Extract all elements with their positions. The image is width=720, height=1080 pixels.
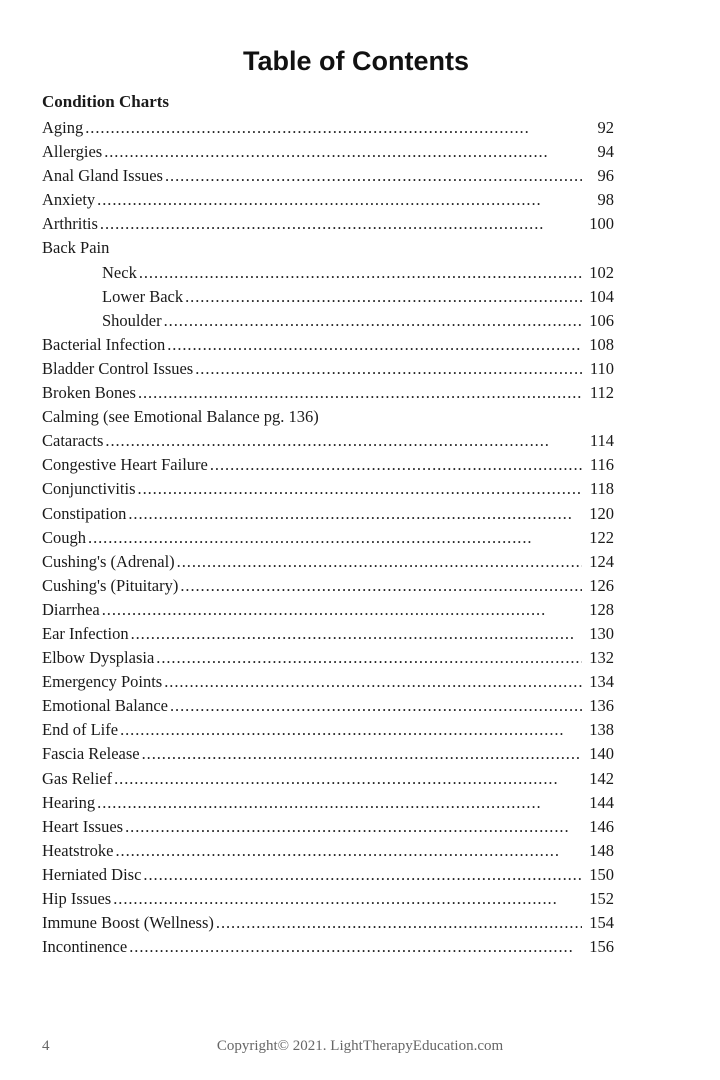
footer-copyright: Copyright© 2021. LightTherapyEducation.com — [216, 1038, 504, 1054]
toc-entry-page: 154 — [589, 913, 614, 933]
toc-entry — [42, 622, 614, 646]
toc-entry-label: Hip Issues — [42, 889, 112, 908]
toc-entry-label: Emotional Balance — [42, 696, 168, 716]
dot-leader — [143, 863, 582, 887]
dot-leader — [131, 622, 582, 646]
toc-entry — [42, 718, 614, 742]
toc-entry-page: 122 — [589, 527, 614, 547]
toc-entry-page: 108 — [589, 334, 614, 354]
toc-entry — [42, 429, 614, 453]
toc-entry — [42, 911, 614, 935]
toc-entry-label: Neck — [102, 262, 137, 282]
toc-entry-label: Arthritis — [42, 214, 98, 234]
dot-leader — [170, 694, 582, 718]
dot-leader — [100, 212, 582, 236]
toc-entry-page: 118 — [589, 479, 614, 499]
toc-entry-label: Cough — [42, 527, 87, 547]
dot-leader — [105, 429, 582, 453]
toc-entry — [42, 863, 614, 887]
dot-leader — [165, 164, 582, 188]
toc-entry — [42, 333, 614, 357]
toc-entry-label: Gas Relief — [42, 768, 113, 788]
toc-entry — [42, 526, 614, 550]
toc-entry — [42, 381, 614, 405]
toc-entry-page: 98 — [597, 190, 614, 210]
toc-entry — [42, 236, 614, 260]
section-heading: Condition Charts — [42, 92, 170, 111]
dot-leader — [142, 742, 582, 766]
page-title: Table of Contents — [243, 46, 469, 76]
toc-entry — [42, 212, 614, 236]
toc-entry-label: End of Life — [42, 720, 119, 740]
toc-entry-label: Congestive Heart Failure — [42, 455, 208, 475]
toc-entry — [42, 815, 614, 839]
toc-entry — [42, 357, 614, 381]
toc-entry-page: 140 — [589, 744, 614, 764]
toc-entry-label: Fascia Release — [42, 744, 140, 764]
dot-leader — [185, 285, 582, 309]
toc-entry-page: 148 — [589, 840, 614, 860]
toc-entry-label: Diarrhea — [42, 599, 100, 619]
toc-entry — [42, 116, 614, 140]
dot-leader — [104, 140, 582, 164]
toc-entry-label: Immune Boost (Wellness) — [42, 913, 214, 933]
toc-entry — [42, 164, 614, 188]
toc-entry-label: Broken Bones — [42, 383, 136, 403]
toc-entry — [42, 839, 614, 863]
toc-entry — [42, 502, 614, 526]
dot-leader — [210, 453, 582, 477]
toc-entry — [42, 791, 614, 815]
toc-entry — [42, 309, 614, 333]
toc-entry-label: Conjunctivitis — [42, 479, 136, 499]
toc-entry — [42, 405, 614, 429]
dot-leader — [125, 815, 582, 839]
toc-entry-label: Allergies — [42, 142, 103, 162]
toc-entry-page: 112 — [589, 383, 614, 403]
toc-entry-page: 134 — [589, 672, 614, 692]
toc-entry-page: 146 — [589, 816, 614, 836]
toc-entry-label: Constipation — [42, 503, 127, 523]
dot-leader — [113, 887, 582, 911]
dot-leader — [115, 839, 582, 863]
toc-entry-label: Herniated Disc — [42, 864, 142, 884]
toc-entry — [42, 550, 614, 574]
toc-entry-label: Heatstroke — [42, 840, 114, 860]
toc-entry-page: 104 — [589, 286, 614, 306]
toc-entry-page: 128 — [589, 599, 614, 619]
toc-entry — [42, 188, 614, 212]
toc-entry-page: 92 — [597, 118, 614, 137]
toc-entry-page: 106 — [589, 310, 614, 330]
dot-leader — [167, 333, 582, 357]
footer-page-number: 4 — [42, 1038, 50, 1054]
toc-entry-page: 124 — [589, 551, 614, 571]
toc-entry-page: 114 — [589, 431, 614, 451]
toc-entry-page: 130 — [589, 623, 614, 643]
dot-leader — [177, 550, 582, 574]
dot-leader — [156, 646, 582, 670]
toc-list — [42, 116, 614, 959]
toc-entry-page: 94 — [597, 142, 614, 162]
toc-entry — [42, 598, 614, 622]
toc-entry-label: Incontinence — [42, 937, 128, 957]
toc-entry-page: 136 — [589, 696, 614, 716]
toc-entry — [42, 140, 614, 164]
toc-entry-page: 96 — [597, 166, 614, 186]
toc-entry-label: Heart Issues — [42, 816, 124, 836]
toc-entry-label: Hearing — [42, 792, 96, 812]
dot-leader — [128, 502, 582, 526]
toc-entry — [42, 453, 614, 477]
toc-entry-page: 110 — [589, 358, 614, 378]
toc-entry — [42, 694, 614, 718]
toc-entry-label: Elbow Dysplasia — [42, 648, 155, 668]
toc-entry-label: Cushing's (Pituitary) — [42, 575, 179, 595]
toc-entry-label: Anxiety — [42, 190, 96, 210]
toc-entry-label: Anal Gland Issues — [42, 166, 163, 186]
toc-entry — [42, 285, 614, 309]
toc-entry-label: Shoulder — [102, 310, 162, 330]
dot-leader — [138, 381, 582, 405]
toc-entry — [42, 935, 614, 959]
toc-entry-label: Emergency Points — [42, 672, 163, 692]
toc-entry-page: 144 — [589, 792, 614, 812]
toc-entry-page: 156 — [589, 937, 614, 957]
toc-entry-label: Calming (see Emotional Balance pg. 136) — [42, 407, 319, 427]
toc-entry-label: Cataracts — [42, 431, 104, 451]
dot-leader — [129, 935, 582, 959]
toc-entry-page: 142 — [589, 768, 614, 788]
toc-entry-page: 152 — [589, 889, 614, 908]
toc-entry — [42, 887, 614, 911]
toc-entry — [42, 742, 614, 766]
toc-entry-page: 120 — [589, 503, 614, 523]
toc-entry — [42, 477, 614, 501]
dot-leader — [88, 526, 582, 550]
dot-leader — [139, 261, 582, 285]
toc-entry — [42, 574, 614, 598]
dot-leader — [97, 791, 582, 815]
toc-entry-page: 138 — [589, 720, 614, 740]
toc-entry — [42, 646, 614, 670]
dot-leader — [180, 574, 582, 598]
toc-entry-page: 132 — [589, 648, 614, 668]
toc-entry-label: Aging — [42, 118, 84, 137]
toc-entry-label: Ear Infection — [42, 623, 129, 643]
toc-entry-page: 126 — [589, 575, 614, 595]
toc-entry-label: Cushing's (Adrenal) — [42, 551, 175, 571]
dot-leader — [120, 718, 582, 742]
dot-leader — [102, 598, 582, 622]
dot-leader — [114, 767, 582, 791]
toc-entry-page: 100 — [589, 214, 614, 234]
dot-leader — [97, 188, 582, 212]
toc-entry-label: Bacterial Infection — [42, 334, 166, 354]
toc-entry — [42, 261, 614, 285]
toc-entry-page: 102 — [589, 262, 614, 282]
dot-leader — [164, 309, 582, 333]
toc-entry — [42, 767, 614, 791]
toc-entry — [42, 670, 614, 694]
toc-entry-label: Bladder Control Issues — [42, 358, 194, 378]
dot-leader — [164, 670, 582, 694]
dot-leader — [138, 477, 582, 501]
toc-entry-label: Back Pain — [42, 238, 110, 258]
dot-leader — [195, 357, 582, 381]
dot-leader — [216, 911, 582, 935]
toc-entry-page: 150 — [589, 864, 614, 884]
dot-leader — [85, 116, 582, 140]
toc-entry-page: 116 — [589, 455, 614, 475]
toc-entry-label: Lower Back — [102, 286, 184, 306]
